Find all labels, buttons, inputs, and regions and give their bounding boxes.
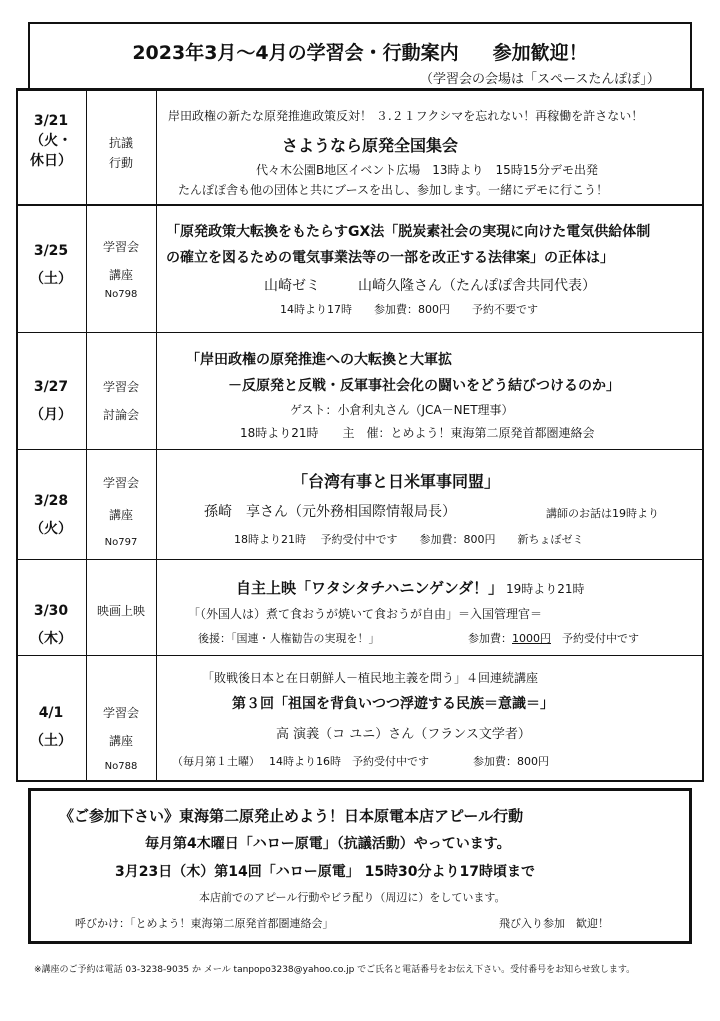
event-type: 学習会 討論会 [102, 380, 139, 422]
event-headline: 岸田政権の新たな原発推進政策反対！ ３.２１フクシマを忘れない！再稼働を許さない！ [168, 109, 644, 123]
appeal-box [28, 788, 692, 944]
event-number: No797 [104, 537, 138, 548]
event-title: 第３回「祖国を背負いつつ浮遊する民族＝意識＝」 [232, 696, 554, 712]
row-divider [18, 332, 702, 333]
event-speaker: 山崎久隆さん（たんぽぽ舎共同代表） [358, 278, 596, 294]
event-title: 「台湾有事と日米軍事同盟」 [292, 472, 501, 491]
event-title-line2: の確立を図るための電気事業法等の一部を改正する法律案」の正体は」 [166, 250, 614, 266]
event-number: No798 [104, 289, 138, 300]
event-date: 3/21 （火・ 休日） [30, 113, 72, 169]
contact-footnote: ※講座のご予約は電話 03-3238-9035 か メール tanpopo3238@yahoo.co.jp でご氏名と電話番号をお伝え下さい。受付番号をお知らせ致します。 [34, 965, 636, 975]
event-guest: ゲスト：小倉利丸さん（JCA－NET理事） [290, 403, 514, 417]
event-title-line1: 「岸田政権の原発推進への大転換と大軍拡 [186, 352, 452, 368]
event-speaker: 孫崎 享さん（元外務相国際情報局長） [204, 504, 456, 520]
event-seminar: 山崎ゼミ [264, 278, 320, 294]
appeal-date: 3月23日（木）第14回「ハロー原電」 15時30分より17時頃まで [115, 864, 536, 880]
event-date: 3/27 （月） [30, 379, 72, 423]
event-date: 3/25 （土） [30, 243, 72, 287]
event-title: さようなら原発全国集会 [282, 136, 459, 155]
event-fee: 参加費：1000円 予約受付中です [468, 632, 639, 645]
row-divider [18, 559, 702, 560]
column-divider [156, 91, 157, 780]
page-title: 2023年3月～4月の学習会・行動案内 参加歓迎！ [132, 42, 588, 64]
event-sponsor: 後援：「国連・人権勧告の実現を！」 [198, 632, 380, 645]
event-series: 「敗戦後日本と在日朝鮮人－植民地主義を問う」４回連続講座 [202, 671, 539, 685]
event-details: 18時より21時 予約受付中です 参加費：800円 新ちょぼゼミ [234, 533, 584, 546]
event-venue: 代々木公園B地区イベント広場 13時より 15時15分デモ出発 [256, 163, 599, 177]
event-details: （毎月第１土曜） 14時より16時 予約受付中です 参加費：800円 [172, 755, 549, 768]
event-title-line2: －反原発と反戦・反軍事社会化の闘いをどう結びつけるのか」 [228, 378, 620, 394]
event-title-line1: 「原発政策大転換をもたらすGX法「脱炭素社会の実現に向けた電気供給体制 [166, 224, 651, 240]
event-details: 14時より17時 参加費：800円 予約不要です [280, 303, 538, 316]
event-date: 3/30 （木） [30, 603, 72, 647]
event-title: 自主上映「ワタシタチハニンゲンダ！」 [236, 579, 504, 597]
row-divider [18, 655, 702, 656]
appeal-welcome: 飛び入り参加 歓迎！ [499, 917, 609, 930]
event-type: 学習会 講座 No788 [86, 703, 156, 777]
row-divider [18, 449, 702, 450]
appeal-schedule: 毎月第4木曜日「ハロー原電」（抗議活動）やっています。 [145, 836, 511, 852]
schedule-table [16, 88, 704, 782]
appeal-description: 本店前でのアピール行動やビラ配り（周辺に）をしています。 [199, 891, 506, 904]
row-divider [18, 204, 702, 206]
event-details: 18時より21時 主 催：とめよう！東海第二原発首都圏連絡会 [240, 426, 595, 440]
event-date: 3/28 （火） [30, 493, 72, 537]
page-subtitle: （学習会の会場は「スペースたんぽぽ」） [420, 72, 660, 87]
event-type: 学習会 講座 No798 [86, 237, 156, 305]
event-number: No788 [104, 761, 138, 772]
event-type: 抗議 行動 [108, 136, 133, 170]
appeal-heading: 《ご参加下さい》東海第二原発止めよう！日本原電本店アピール行動 [59, 807, 524, 825]
event-talk-time: 講師のお話は19時より [546, 507, 659, 520]
event-speaker: 高 演義（コ ユニ）さん（フランス文学者） [276, 727, 531, 742]
event-note: たんぽぽ舎も他の団体と共にブースを出し、参加します。一緒にデモに行こう！ [178, 183, 609, 197]
event-time: 19時より21時 [506, 582, 585, 596]
event-quote: 「（外国人は）煮て食おうが焼いて食おうが自由」＝入国管理官＝ [188, 607, 543, 621]
event-type: 映画上映 [96, 604, 145, 618]
column-divider [86, 91, 87, 780]
event-date: 4/1 （土） [30, 705, 72, 749]
event-type: 学習会 講座 No797 [86, 473, 156, 553]
appeal-organizer: 呼びかけ：「とめよう！東海第二原発首都圏連絡会」 [75, 917, 334, 930]
